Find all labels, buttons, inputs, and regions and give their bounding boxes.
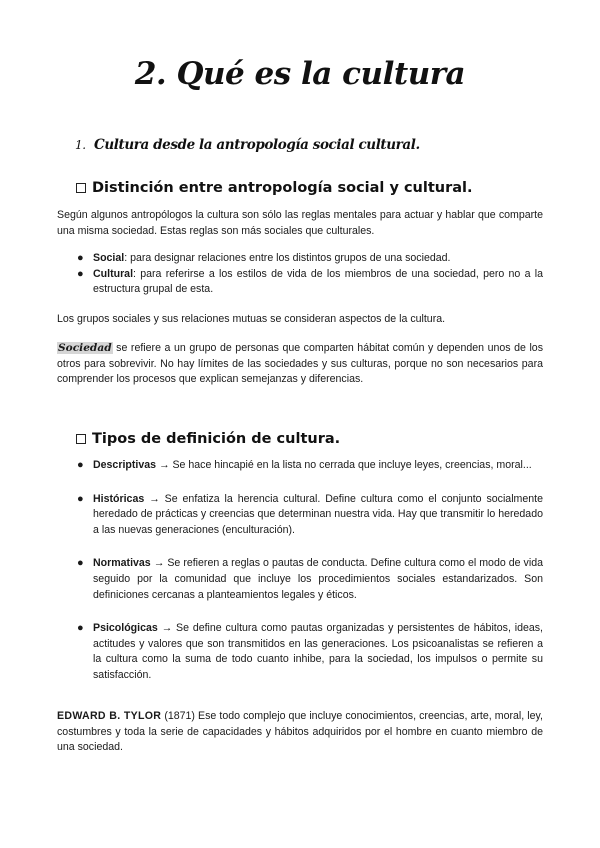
groups-paragraph: Los grupos sociales y sus relaciones mutuas se consideran aspectos de la cultura. xyxy=(57,313,446,325)
list-item xyxy=(57,267,543,298)
bullet-term: Normativas xyxy=(93,557,151,570)
checkbox-icon xyxy=(76,434,86,444)
section-heading xyxy=(75,137,420,153)
sociedad-term: Sociedad xyxy=(58,342,112,354)
bullet-icon: ● xyxy=(77,459,84,471)
bullet-term: Social xyxy=(93,252,125,264)
sociedad-text: se refiere a un grupo de personas que comparten hábitat común y dependen unos de los otros para sobrevivir. No hay límites de las sociedades y sus culturas, porque no son necesarios para comprender los procesos que explican semejanzas y diferencias. xyxy=(57,342,543,386)
bullet-icon: ● xyxy=(77,252,84,264)
tylor-name: EDWARD B. TYLOR xyxy=(57,710,162,722)
definitions-heading xyxy=(76,431,340,447)
checkbox-icon xyxy=(76,183,86,193)
bullet-text: → Se refieren a reglas o pautas de conducta. Define cultura como el modo de vida seguido por la comunidad que incluye los procedimientos sociales estandarizados. Son definiciones cercanas a planteamientos legales y éticos. xyxy=(93,557,543,601)
page-title: 2. Qué es la cultura xyxy=(134,56,466,92)
bullet-text: → Se define cultura como pautas organizadas y persistentes de hábitos, ideas, actitudes y valores que son transmitidos en las generaciones. Los psicoanalistas se refieren a la cultura como la suma de todo cuanto inhibe, para la sociedad, los impulsos o permite su satisfacción. xyxy=(93,622,543,681)
bullet-icon: ● xyxy=(77,492,84,505)
bullet-term: Históricas xyxy=(93,492,145,505)
bullet-term: Psicológicas xyxy=(93,622,158,635)
section-title: Cultura desde la antropología social cultural. xyxy=(94,137,420,153)
distinction-heading-text: Distinción entre antropología social y cultural. xyxy=(92,180,473,196)
tylor-paragraph xyxy=(57,709,543,756)
bullet-text: : para designar relaciones entre los distintos grupos de una sociedad. xyxy=(124,252,451,264)
bullet-term: Cultural xyxy=(93,267,134,280)
distinction-heading xyxy=(76,180,473,196)
list-item xyxy=(57,458,543,474)
list-item xyxy=(57,492,543,539)
sociedad-paragraph xyxy=(57,341,543,388)
list-item xyxy=(57,621,543,683)
bullet-icon: ● xyxy=(77,557,84,570)
bullet-icon: ● xyxy=(77,267,84,280)
bullet-text: → Se enfatiza la herencia cultural. Define cultura como el conjunto socialmente heredado de prácticas y creencias que determinan nuestra vida. Hay que transmitir lo heredado a las nuevas generaciones (enculturación). xyxy=(93,492,543,536)
bullet-text: : para referirse a los estilos de vida de los miembros de una sociedad, pero no a la estructura grupal de esta. xyxy=(93,267,543,296)
list-item xyxy=(57,251,543,267)
bullet-term: Descriptivas xyxy=(93,459,157,471)
distinction-intro: Según algunos antropólogos la cultura son sólo las reglas mentales para actuar y hablar que comparte una misma sociedad. Estas reglas son más sociales que culturales. xyxy=(57,209,543,237)
definitions-bullet-list xyxy=(57,458,543,702)
distinction-bullet-list xyxy=(57,251,543,298)
bullet-icon: ● xyxy=(77,622,84,635)
bullet-text: → Se hace hincapié en la lista no cerrada que incluye leyes, creencias, moral... xyxy=(156,459,532,471)
section-number: 1. xyxy=(75,138,86,152)
tylor-text: (1871) Ese todo complejo que incluye conocimientos, creencias, arte, moral, ley, costumbres y toda la serie de capacidades y hábitos adquiridos por el hombre en cuanto miembro de una sociedad. xyxy=(57,710,543,754)
list-item xyxy=(57,556,543,603)
definitions-heading-text: Tipos de definición de cultura. xyxy=(92,431,341,447)
